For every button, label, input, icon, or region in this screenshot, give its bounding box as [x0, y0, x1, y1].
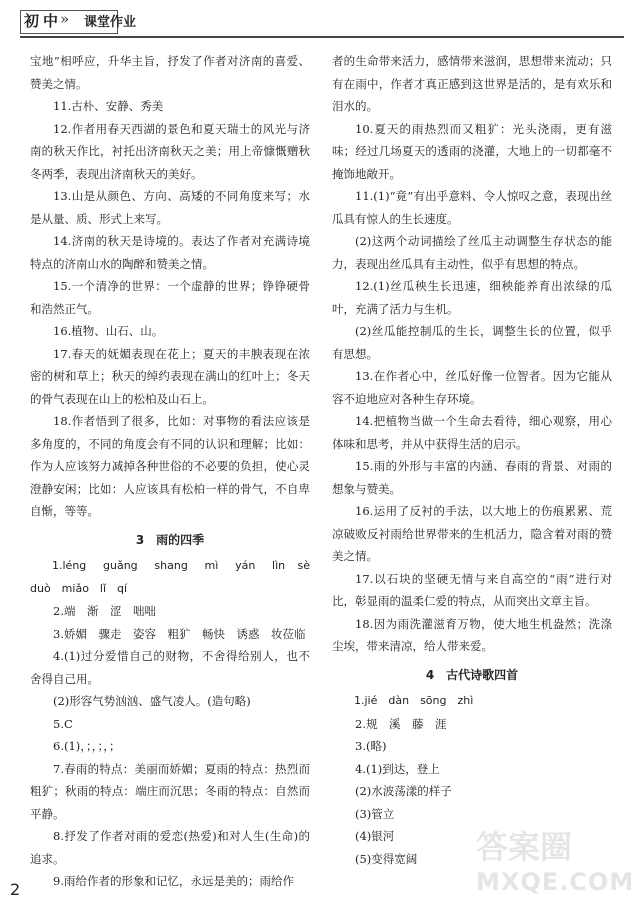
answer-paragraph: 6.(1)，；，；，； — [53, 739, 121, 753]
answer-paragraph: 2.端 渐 涩 咄咄 — [53, 604, 156, 618]
answer-paragraph: (2)丝瓜能控制瓜的生长，调整生长的位置，似乎有思想。 — [332, 324, 612, 361]
header-grade: 初中 — [24, 12, 63, 30]
answer-paragraph: 13.山是从颜色、方向、高矮的不同角度来写；水是从量、质、形式上来写。 — [30, 189, 310, 226]
answer-paragraph: (4)银河 — [355, 829, 395, 843]
answer-paragraph: 9.雨给作者的形象和记忆，永远是美的；雨给作 — [53, 874, 294, 888]
answer-paragraph: (2)水波荡漾的样子 — [355, 784, 452, 798]
answer-paragraph: 宝地”相呼应，升华主旨，抒发了作者对济南的喜爱、赞美之情。 — [30, 54, 310, 91]
header-rule — [20, 36, 624, 38]
watermark-logo: 答案圈 MXQE.COM — [476, 828, 635, 896]
answer-paragraph: 2.规 溪 藤 涯 — [355, 716, 447, 731]
answer-paragraph: 4.(1)过分爱惜自己的财物，不舍得给别人，也不舍得自己用。 — [30, 649, 310, 686]
answer-paragraph: (5)变得宽阔 — [355, 851, 418, 866]
answer-paragraph: (2)形容气势汹汹、盛气凌人。(造句略) — [53, 694, 251, 708]
answer-paragraph: 1.jié dàn sōng zhì — [354, 694, 474, 707]
page-header — [0, 0, 642, 40]
answer-paragraph: 18.作者悟到了很多，比如：对事物的看法应该是多角度的，不同的角度会有不同的认识和理解；比如：作为人应该努力减掉各种世俗的不必要的负担，使心灵澄静安闲；比如：人应该具有松柏一样的骨气，不自卑自惭，等等。 — [30, 414, 310, 518]
section-3-title: 3 雨的四季 — [135, 532, 205, 547]
answer-paragraph: 3.(略) — [355, 739, 387, 753]
answer-paragraph: 14.济南的秋天是诗境的。表达了作者对充满诗境特点的济南山水的陶醉和赞美之情。 — [30, 234, 310, 271]
answer-paragraph: 10.夏天的雨热烈而又粗犷：光头浇雨，更有滋味；经过几场夏天的透雨的浇灌，大地上的一切都毫不掩饰地敞开。 — [332, 121, 612, 181]
answer-paragraph: 12.作者用春天西湖的景色和夏天瑞士的风光与济南的秋天作比，衬托出济南秋天之美；用上帝慷慨赠秋冬两季，表现出济南秋天的美好。 — [30, 121, 310, 181]
chevron-right-icon: » — [60, 10, 70, 28]
answer-paragraph: 17.以石块的坚硬无情与来自高空的“雨”进行对比，彰显雨的温柔仁爱的特点，从而突出文章主旨。 — [332, 571, 612, 608]
answer-paragraph: 14.把植物当做一个生命去看待，细心观察，用心体味和思考，并从中获得生活的启示。 — [332, 414, 612, 451]
answer-paragraph: 3.娇媚 骤走 姿容 粗犷 畅快 诱惑 妆莅临 — [53, 626, 306, 641]
right-column — [332, 50, 612, 870]
answer-paragraph: 4.(1)到达，登上 — [355, 761, 440, 776]
answer-paragraph: 5.C — [53, 716, 73, 731]
answer-paragraph: 7.春雨的特点：美丽而娇媚；夏雨的特点：热烈而粗犷；秋雨的特点：端庄而沉思；冬雨的特点：自然而平静。 — [30, 761, 310, 821]
answer-paragraph: (3)管立 — [355, 806, 395, 821]
left-column — [30, 50, 321, 893]
answer-paragraph: 13.在作者心中，丝瓜好像一位智者。因为它能从容不迫地应对各种生存环境。 — [332, 369, 612, 406]
answer-paragraph: 12.(1)丝瓜秧生长迅速，细秧能养育出浓绿的瓜叶，充满了活力与生机。 — [332, 279, 612, 316]
section-3-pinyin: 1.léng guǎng shang mì yán lìn sè duò miǎo lǐ qí — [30, 559, 321, 595]
answer-paragraph: 17.春天的妩媚表现在花上；夏天的丰腴表现在浓密的树和草上；秋天的绰约表现在满山的红叶上；冬天的骨气表现在山上的松柏及山石上。 — [30, 346, 310, 406]
page-number: 2 — [10, 880, 21, 899]
answer-paragraph: 11.(1)“竟”有出乎意料、令人惊叹之意，表现出丝瓜具有惊人的生长速度。 — [332, 189, 612, 226]
answer-paragraph: 18.因为雨洗灌滋育万物，使大地生机盎然；洗涤尘埃，带来清凉，给人带来爱。 — [332, 616, 612, 653]
answer-paragraph: (2)这两个动词描绘了丝瓜主动调整生存状态的能力，表现出丝瓜具有主动性，似乎有思想的特点。 — [332, 234, 612, 271]
answer-paragraph: 者的生命带来活力，感情带来滋润，思想带来流动；只有在雨中，作者才真正感到这世界是活的，是有欢乐和泪水的。 — [332, 54, 612, 113]
answer-paragraph: 15.一个清净的世界：一个虚静的世界；铮铮硬骨和浩然正气。 — [30, 279, 310, 316]
header-title: 课堂作业 — [84, 15, 137, 30]
answer-paragraph: 16.运用了反衬的手法，以大地上的伤痕累累、荒凉破败反衬雨给世界带来的生机活力，隐含着对雨的赞美之情。 — [332, 504, 612, 563]
answer-paragraph: 8.抒发了作者对雨的爱恋(热爱)和对人生(生命)的追求。 — [30, 829, 310, 866]
answer-paragraph: 16.植物、山石、山。 — [53, 324, 164, 338]
answer-paragraph: 15.雨的外形与丰富的内涵、春雨的背景、对雨的想象与赞美。 — [332, 459, 612, 496]
section-4-title: 4 古代诗歌四首 — [425, 667, 519, 682]
answer-paragraph: 11.古朴、安静、秀美 — [53, 99, 164, 113]
